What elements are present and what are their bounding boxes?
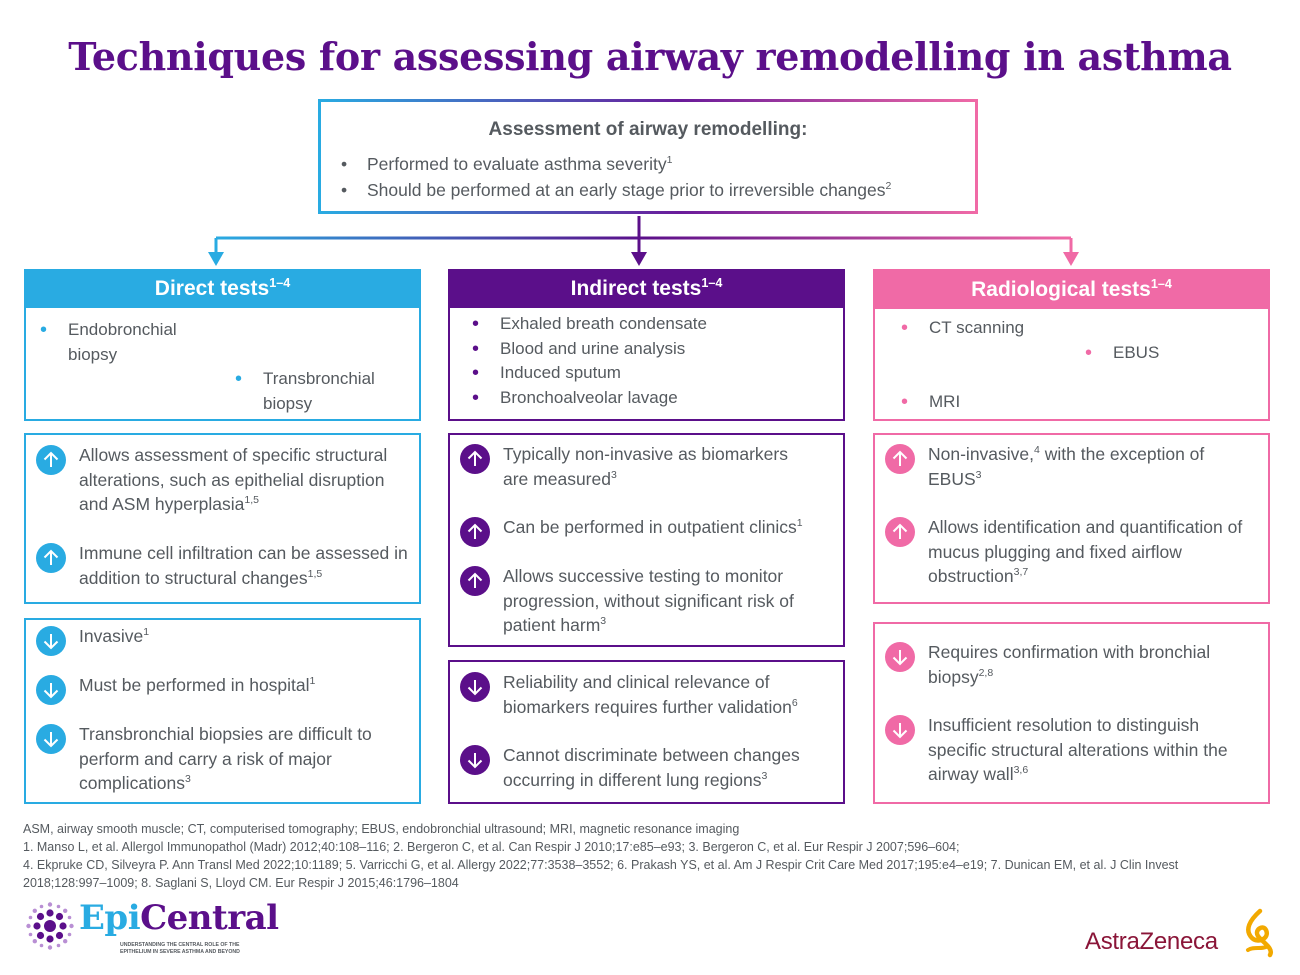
arrow-down-icon — [885, 715, 915, 745]
list-item: • Bronchoalveolar lavage — [472, 386, 843, 411]
indirect-tests-header: Indirect tests$^{1-4}$ — [448, 269, 845, 308]
advantage-item: Allows successive testing to monitor progression, without significant risk of patient harm$^3$ — [460, 564, 835, 638]
arrow-down-icon — [460, 745, 490, 775]
assessment-heading: Assessment of airway remodelling: — [488, 119, 808, 140]
arrow-up-icon — [885, 444, 915, 474]
footnotes — [23, 820, 1283, 892]
arrow-up-icon — [460, 444, 490, 474]
indirect-tests-list — [448, 308, 845, 421]
arrow-down-icon — [36, 626, 66, 656]
astrazeneca-symbol-icon — [1240, 908, 1280, 958]
list-item: • EBUS — [1085, 341, 1263, 366]
epicentral-mark-icon — [26, 902, 74, 950]
advantage-item: Non-invasive,$^4$ with the exception of EBUS$^3$ — [885, 442, 1238, 491]
disadvantage-item: Must be performed in hospital$^1$ — [36, 673, 411, 698]
advantage-item: Allows assessment of specific structural alterations, such as epithelial disruption and ASM hyperplasia$^{1,5}$ — [36, 443, 411, 517]
direct-advantages-card — [24, 433, 421, 604]
advantage-item: Typically non-invasive as biomarkers are measured$^3$ — [460, 442, 835, 491]
disadvantage-item: Invasive$^1$ — [36, 624, 411, 649]
disadvantage-item: Insufficient resolution to distinguish specific structural alterations within the airway wall$^{3,6}$ — [885, 713, 1260, 787]
radiological-tests-list — [873, 309, 1270, 421]
abbreviations: ASM, airway smooth muscle; CT, computerised tomography; EBUS, endobronchial ultrasound; MRI, magnetic resonance imaging — [23, 822, 740, 836]
advantage-item: Can be performed in outpatient clinics$^1$ — [460, 515, 835, 540]
arrow-up-icon — [36, 543, 66, 573]
epicentral-tagline: UNDERSTANDING THE CENTRAL ROLE OF THE EPITHELIUM IN SEVERE ASTHMA AND BEYOND — [120, 942, 240, 955]
radiological-disadvantages-card — [873, 622, 1270, 804]
list-item: • Exhaled breath condensate — [472, 312, 843, 337]
list-item: • Transbronchial biopsy — [235, 367, 413, 416]
arrow-up-icon — [460, 517, 490, 547]
reference-line: 2018;128:997–1009; 8. Saglani S, Lloyd CM. Eur Respir J 2015;46:1796–1804 — [23, 876, 459, 890]
advantage-item: Allows identification and quantification of mucus plugging and fixed airflow obstruction$^{3,7}$ — [885, 515, 1260, 589]
arrow-up-icon — [36, 445, 66, 475]
radiological-tests-header: Radiological tests$^{1-4}$ — [873, 269, 1270, 309]
list-item: • CT scanning — [901, 316, 1079, 341]
disadvantage-item: Reliability and clinical relevance of biomarkers requires further validation$^6$ — [460, 670, 835, 719]
epicentral-wordmark: EpiCentral — [79, 898, 279, 938]
indirect-disadvantages-card — [448, 660, 845, 804]
reference-line: 1. Manso L, et al. Allergol Immunopathol (Madr) 2012;40:108–116; 2. Bergeron C, et al. Can Respir J 2010;17:e85–e93; 3. Bergeron C, et al. Eur Respir J 2007;596–604; — [23, 840, 960, 854]
arrow-down-icon — [460, 672, 490, 702]
direct-disadvantages-card — [24, 618, 421, 804]
epicentral-logo — [26, 900, 286, 960]
list-item: • Blood and urine analysis — [472, 337, 843, 362]
disadvantage-item: Transbronchial biopsies are difficult to perform and carry a risk of major complications$^3$ — [36, 722, 379, 796]
arrow-down-icon — [36, 675, 66, 705]
reference-line: 4. Ekpruke CD, Silveyra P. Ann Transl Med 2022;10:1189; 5. Varricchi G, et al. Allergy 2022;77:3538–3552; 6. Prakash YS, et al. Am J Respir Crit Care Med 2017;195:e4–e19; 7. Dunican EM, et al. J Clin Invest — [23, 858, 1179, 872]
direct-tests-list — [24, 308, 421, 421]
astrazeneca-wordmark: AstraZeneca — [1085, 928, 1218, 955]
arrow-up-icon — [460, 566, 490, 596]
list-item: • Induced sputum — [472, 361, 843, 386]
assessment-point: • Performed to evaluate asthma severity$^1$ — [341, 151, 975, 177]
assessment-point: • Should be performed at an early stage prior to irreversible changes$^2$ — [341, 177, 975, 203]
arrow-down-icon — [885, 642, 915, 672]
arrow-down-icon — [36, 724, 66, 754]
list-item: • Endobronchial biopsy — [40, 318, 218, 367]
disadvantage-item: Cannot discriminate between changes occurring in different lung regions$^3$ — [460, 743, 835, 792]
advantage-item: Immune cell infiltration can be assessed in addition to structural changes$^{1,5}$ — [36, 541, 411, 590]
disadvantage-item: Requires confirmation with bronchial biopsy$^{2,8}$ — [885, 640, 1260, 689]
page-title: Techniques for assessing airway remodelling in asthma — [68, 34, 1232, 79]
radiological-advantages-card — [873, 433, 1270, 604]
direct-tests-header: Direct tests$^{1-4}$ — [24, 269, 421, 308]
indirect-advantages-card — [448, 433, 845, 647]
arrow-up-icon — [885, 517, 915, 547]
list-item: • MRI — [901, 390, 1079, 415]
connector-arrows — [0, 0, 1300, 275]
